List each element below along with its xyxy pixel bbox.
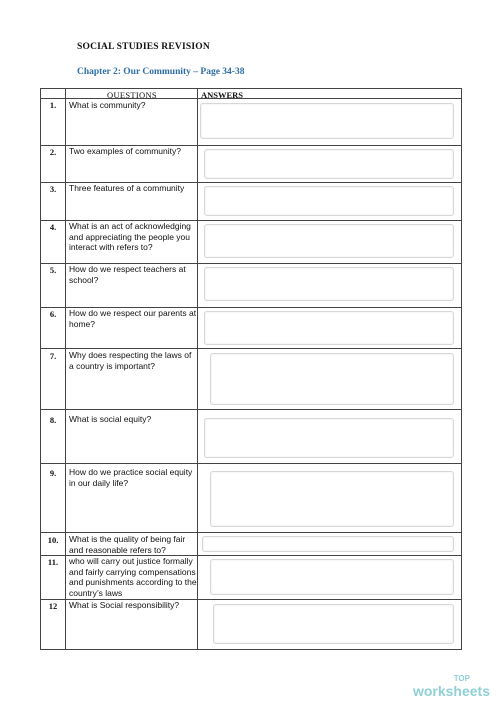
question-number: 10. — [47, 535, 59, 545]
top-worksheets-logo — [413, 675, 490, 701]
question-number: 4. — [49, 222, 57, 232]
question-text: How do we practice social equity in our daily life? — [69, 467, 193, 488]
question-text: Why does respecting the laws of a country is important? — [69, 350, 192, 371]
question-text: How do we respect teachers at school? — [69, 264, 186, 285]
table-divider — [41, 463, 461, 464]
question-number: 8. — [49, 415, 57, 425]
table-divider — [41, 98, 461, 99]
question-text: Two examples of community? — [69, 146, 181, 156]
question-number: 5. — [49, 265, 57, 275]
question-text: What is the quality of being fair and reasonable refers to? — [69, 534, 186, 555]
table-divider — [65, 89, 66, 649]
question-number: 12 — [48, 601, 58, 611]
answer-field-10[interactable] — [202, 536, 454, 552]
answer-field-8[interactable] — [204, 418, 454, 458]
answer-field-7[interactable] — [210, 353, 454, 405]
answer-field-4[interactable] — [204, 224, 454, 258]
answer-field-3[interactable] — [204, 186, 454, 216]
question-text: What is community? — [69, 100, 146, 110]
answers-header: ANSWERS — [201, 90, 244, 100]
question-text: What is Social responsibility? — [69, 600, 180, 610]
logo-name-text: worksheets — [412, 683, 490, 699]
question-number: 11. — [47, 557, 59, 567]
question-text: Three features of a community — [69, 183, 185, 193]
question-text: What is an act of acknowledging and appreciating the people you interact with refers to? — [69, 221, 191, 252]
table-divider — [41, 532, 461, 533]
question-text: What is social equity? — [69, 414, 152, 424]
answer-field-9[interactable] — [210, 471, 454, 527]
questions-header: QUESTIONS — [107, 90, 157, 100]
answer-field-12[interactable] — [213, 604, 454, 644]
table-divider — [197, 89, 198, 649]
answer-field-2[interactable] — [204, 149, 454, 179]
question-number: 9. — [49, 468, 57, 478]
question-text: How do we respect our parents at home? — [69, 308, 197, 329]
page-title: SOCIAL STUDIES REVISION — [77, 42, 210, 52]
question-number: 1. — [49, 100, 57, 110]
answer-field-11[interactable] — [210, 559, 454, 595]
questions-table — [40, 88, 462, 650]
answer-field-6[interactable] — [204, 311, 454, 345]
question-number: 6. — [49, 309, 57, 319]
answer-field-5[interactable] — [204, 267, 454, 301]
chapter-heading: Chapter 2: Our Community – Page 34-38 — [77, 67, 245, 77]
table-divider — [41, 409, 461, 410]
question-number: 3. — [49, 184, 57, 194]
question-number: 7. — [49, 351, 57, 361]
question-text: who will carry out justice formally and fairly carrying compensations and punishments according to the country’s laws — [69, 556, 197, 598]
question-number: 2. — [49, 147, 57, 157]
logo-top-text: TOP — [453, 674, 470, 683]
answer-field-1[interactable] — [200, 103, 454, 139]
table-divider — [41, 348, 461, 349]
